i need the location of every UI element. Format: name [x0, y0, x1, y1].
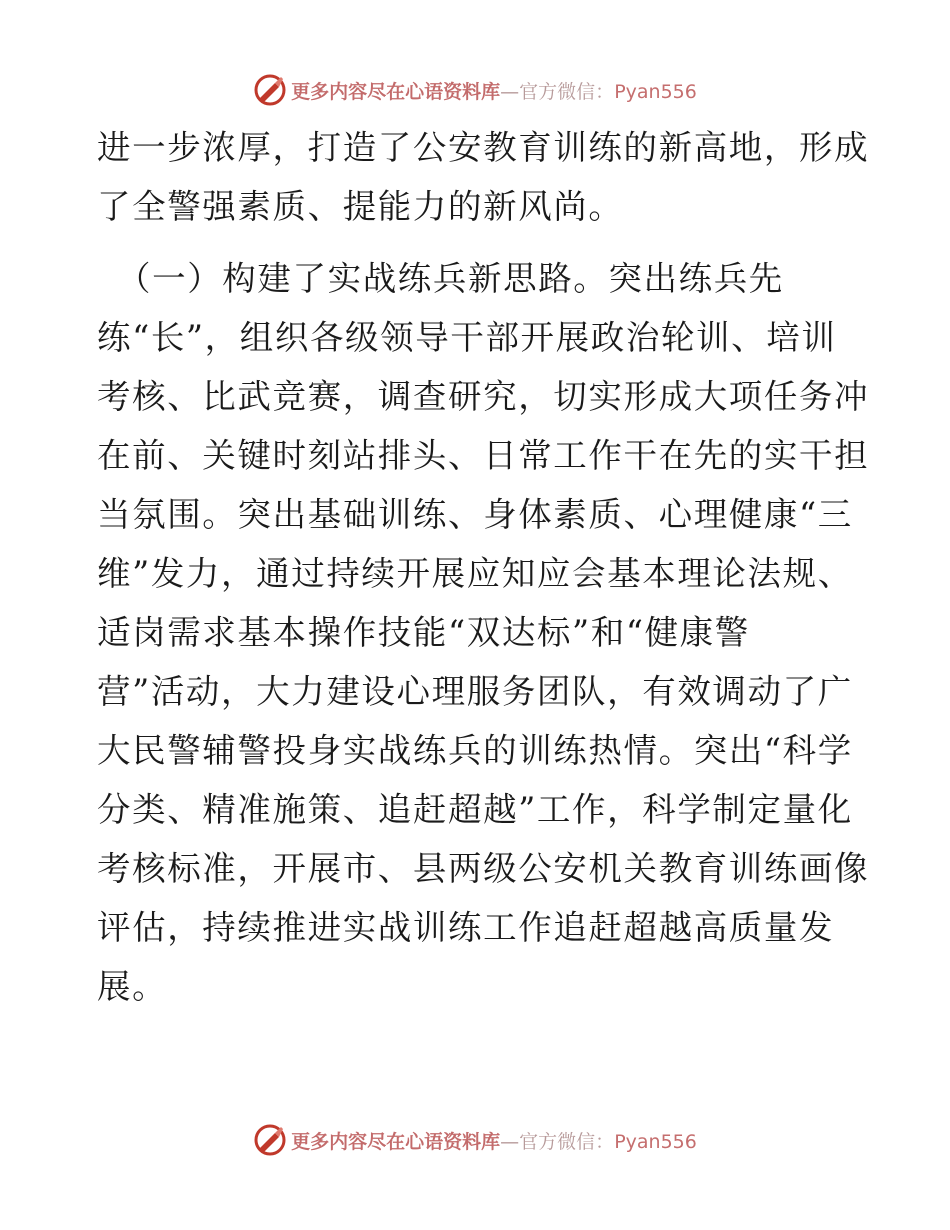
watermark-wechat-id: Pyan556: [614, 1130, 697, 1153]
text-line: 进一步浓厚，打造了公安教育训练的新高地，形成: [97, 128, 870, 167]
footer-watermark: [0, 1120, 950, 1160]
watermark-official-label: 官方微信：: [519, 1130, 615, 1153]
quill-logo-icon: [253, 1123, 287, 1157]
document-body: [97, 118, 870, 1016]
watermark-official-label: 官方微信：: [519, 80, 615, 103]
text-line: 了全警强素质、提能力的新风尚。: [97, 187, 624, 226]
section-heading-line: （一）构建了实战练兵新思路。突出练兵先: [117, 259, 784, 298]
watermark-site-text: 更多内容尽在心语资料库: [291, 80, 501, 103]
watermark-text: [291, 77, 697, 104]
watermark-site-text: 更多内容尽在心语资料库: [291, 1130, 501, 1153]
text-line: 练“长”，组织各级领导干部开展政治轮训、培训: [97, 318, 837, 357]
text-line: 营”活动，大力建设心理服务团队，有效调动了广: [97, 672, 853, 711]
watermark-separator: —: [500, 80, 520, 103]
text-line: 在前、关键时刻站排头、日常工作干在先的实干担: [97, 436, 870, 475]
text-line: 维”发力，通过持续开展应知应会基本理论法规、: [97, 554, 853, 593]
text-line: 评估，持续推进实战训练工作追赶超越高质量发: [97, 908, 835, 947]
paragraph-1: [97, 118, 870, 236]
text-line: 适岗需求基本操作技能“双达标”和“健康警: [97, 613, 750, 652]
watermark-separator: —: [500, 1130, 520, 1153]
watermark-wechat-id: Pyan556: [614, 80, 697, 103]
quill-logo-icon: [253, 73, 287, 107]
header-watermark: [0, 70, 950, 110]
text-line: 大民警辅警投身实战练兵的训练热情。突出“科学: [97, 731, 853, 770]
paragraph-2: [97, 249, 870, 1016]
text-line: 当氛围。突出基础训练、身体素质、心理健康“三: [97, 495, 853, 534]
text-line: 展。: [97, 967, 168, 1006]
text-line: 考核标准，开展市、县两级公安机关教育训练画像: [97, 849, 870, 888]
watermark-text: [291, 1127, 697, 1154]
text-line: 分类、精准施策、追赶超越”工作，科学制定量化: [97, 790, 853, 829]
text-line: 考核、比武竞赛，调查研究，切实形成大项任务冲: [97, 377, 870, 416]
